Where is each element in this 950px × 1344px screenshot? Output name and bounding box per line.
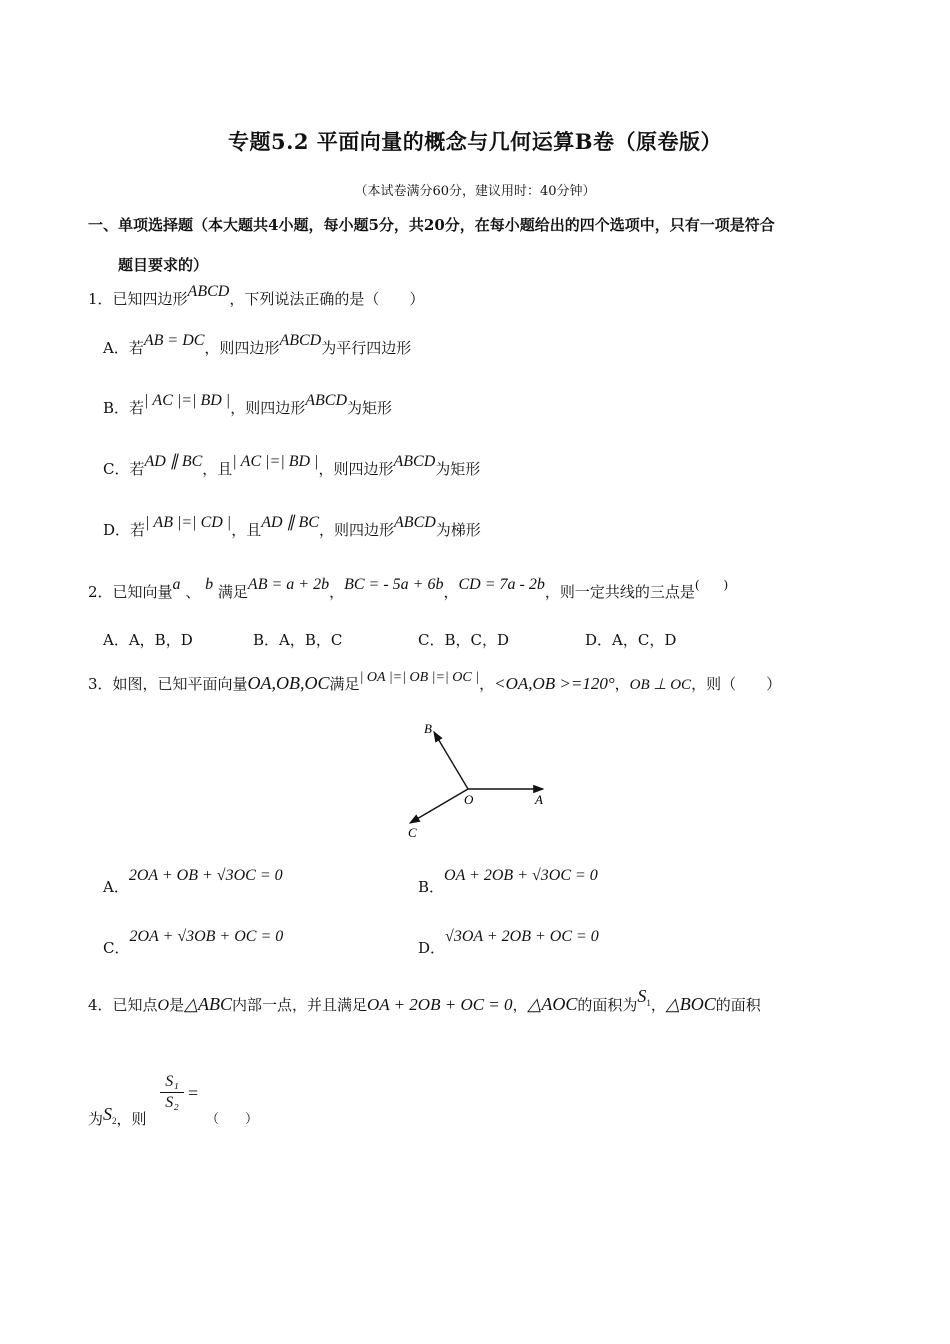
label-o: O xyxy=(464,792,474,807)
section-heading: 一、单项选择题（本大题共4小题，每小题5分，共20分，在每小题给出的四个选项中，只有一项是符合 xyxy=(88,216,775,234)
page-title: 专题5.2 平面向量的概念与几何运算B卷（原卷版） xyxy=(227,129,723,154)
label-c: C xyxy=(408,825,417,840)
page-subtitle: （本试卷满分60分，建议用时：40分钟） xyxy=(354,184,596,199)
q4-answer-paren: （ ） xyxy=(206,1112,259,1127)
q2-option-b: B．A，B，C xyxy=(253,631,343,649)
fraction-bar xyxy=(160,1092,184,1093)
q4-stem: 4．已知点O是△ABC内部一点，并且满足OA + 2OB + OC = 0，△AOC的面积为$S^1$，△BOC的面积 xyxy=(88,986,761,1014)
q1-stem: 1．已知四边形ABCD，下列说法正确的是（ ） xyxy=(88,283,425,308)
vector-oc xyxy=(410,789,468,823)
q1-option-a: A．若AB = DC，则四边形ABCD为平行四边形 xyxy=(103,332,412,357)
q1-option-b: B．若| AC |=| BD |，则四边形ABCD为矩形 xyxy=(103,392,393,417)
section-heading-cont: 题目要求的） xyxy=(118,256,209,274)
q1-option-d: D．若| AB |=| CD |，且AD ∥ BC，则四边形ABCD为梯形 xyxy=(103,514,481,539)
q4-fraction: S₁ S₂ xyxy=(160,1073,184,1112)
q3-option-c: C．2OA + √3OB + OC = 0 xyxy=(103,928,284,957)
q4-equals: = xyxy=(188,1083,199,1103)
q3-stem: 3．如图，已知平面向量OA,OB,OC满足| OA |=| OB |=| OC |，<OA,OB >=120°，OB ⊥ OC，则（ ） xyxy=(88,670,782,693)
vector-ob xyxy=(434,732,468,789)
q4-stem-cont: 为S2，则 xyxy=(88,1104,147,1128)
q3-option-b: B．OA + 2OB + √3OC = 0 xyxy=(418,867,598,896)
q2-option-c: C．B，C，D xyxy=(418,631,510,649)
label-b: B xyxy=(424,721,432,736)
q2-option-a: A．A，B，D xyxy=(103,631,193,649)
q3-option-a: A．2OA + OB + √3OC = 0 xyxy=(103,867,283,896)
vector-diagram xyxy=(398,716,558,850)
q3-option-d: D．√3OA + 2OB + OC = 0 xyxy=(418,928,599,957)
label-a: A xyxy=(535,792,543,807)
q2-option-d: D．A，C，D xyxy=(585,631,677,649)
q1-option-c: C．若AD ∥ BC，且| AC |=| BD |，则四边形ABCD为矩形 xyxy=(103,453,481,478)
q2-stem: 2．已知向量a 、 b 满足AB = a + 2b，BC = - 5a + 6b，CD = 7a - 2b，则一定共线的三点是( ) xyxy=(88,576,729,601)
